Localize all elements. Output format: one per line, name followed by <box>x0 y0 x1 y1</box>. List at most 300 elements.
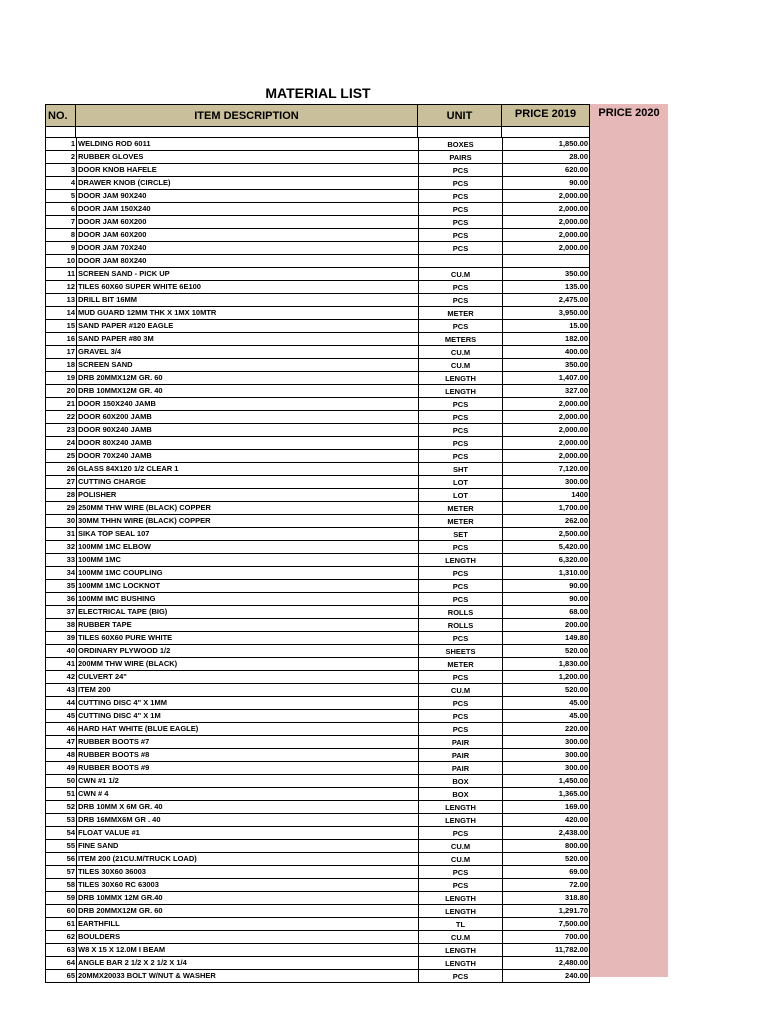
table-row <box>45 762 590 775</box>
item-unit: PCS <box>418 632 502 644</box>
item-unit: LENGTH <box>418 944 502 956</box>
table-row <box>45 957 590 970</box>
item-number: 48 <box>66 750 75 759</box>
table-row <box>45 463 590 476</box>
item-number: 65 <box>66 971 75 980</box>
item-number: 55 <box>66 841 75 850</box>
item-description: DRAWER KNOB (CIRCLE) <box>76 177 418 189</box>
item-number: 60 <box>66 906 75 915</box>
item-description: DOOR 70X240 JAMB <box>76 450 418 462</box>
item-description: 100MM 1MC LOCKNOT <box>76 580 418 592</box>
item-price-2019: 800.00 <box>502 840 590 852</box>
item-unit: SHEETS <box>418 645 502 657</box>
item-unit: PCS <box>418 710 502 722</box>
item-price-2019: 11,782.00 <box>502 944 590 956</box>
table-row <box>45 437 590 450</box>
item-description: CUTTING DISC 4" X 1MM <box>76 697 418 709</box>
item-unit: PCS <box>418 320 502 332</box>
blank-row <box>45 127 590 138</box>
item-number: 4 <box>70 178 75 187</box>
item-price-2019: 2,500.00 <box>502 528 590 540</box>
table-row <box>45 684 590 697</box>
item-number: 52 <box>66 802 75 811</box>
item-number: 30 <box>66 516 75 525</box>
header-no: NO. <box>45 104 76 127</box>
table-row <box>45 307 590 320</box>
item-price-2019: 1,200.00 <box>502 671 590 683</box>
item-price-2019: 520.00 <box>502 684 590 696</box>
item-price-2019: 420.00 <box>502 814 590 826</box>
item-price-2019: 2,000.00 <box>502 242 590 254</box>
table-row <box>45 775 590 788</box>
table-row <box>45 502 590 515</box>
table-row <box>45 476 590 489</box>
item-number: 63 <box>66 945 75 954</box>
item-price-2019: 1,291.70 <box>502 905 590 917</box>
item-unit: PAIR <box>418 749 502 761</box>
item-price-2019: 1,700.00 <box>502 502 590 514</box>
item-unit: LENGTH <box>418 385 502 397</box>
table-row <box>45 944 590 957</box>
table-row <box>45 385 590 398</box>
item-unit: PCS <box>418 203 502 215</box>
item-unit: LENGTH <box>418 957 502 969</box>
item-number: 64 <box>66 958 75 967</box>
table-header <box>45 104 668 127</box>
table-row <box>45 879 590 892</box>
item-number: 10 <box>66 256 75 265</box>
item-number: 56 <box>66 854 75 863</box>
item-unit: PCS <box>418 879 502 891</box>
material-table <box>45 104 668 981</box>
table-row <box>45 827 590 840</box>
item-number: 43 <box>66 685 75 694</box>
item-price-2019: 300.00 <box>502 476 590 488</box>
item-unit: PCS <box>418 567 502 579</box>
item-description: 250MM THW WIRE (BLACK) COPPER <box>76 502 418 514</box>
item-price-2019: 350.00 <box>502 359 590 371</box>
table-row <box>45 346 590 359</box>
item-unit: PCS <box>418 437 502 449</box>
item-unit: PCS <box>418 216 502 228</box>
table-row <box>45 515 590 528</box>
item-description: DRB 16MMX6M GR . 40 <box>76 814 418 826</box>
item-description: TILES 60X60 PURE WHITE <box>76 632 418 644</box>
item-number: 44 <box>66 698 75 707</box>
item-description: RUBBER TAPE <box>76 619 418 631</box>
item-description: DOOR 150X240 JAMB <box>76 398 418 410</box>
item-price-2019: 5,420.00 <box>502 541 590 553</box>
item-price-2019: 15.00 <box>502 320 590 332</box>
table-row <box>45 632 590 645</box>
item-description: DOOR 60X200 JAMB <box>76 411 418 423</box>
page-title: MATERIAL LIST <box>265 85 371 101</box>
item-description: POLISHER <box>76 489 418 501</box>
item-description: W8 X 15 X 12.0M I BEAM <box>76 944 418 956</box>
item-description: ELECTRICAL TAPE (BIG) <box>76 606 418 618</box>
item-unit: PCS <box>418 580 502 592</box>
item-number: 47 <box>66 737 75 746</box>
item-number: 61 <box>66 919 75 928</box>
table-row <box>45 723 590 736</box>
item-description: RUBBER BOOTS #9 <box>76 762 418 774</box>
item-description: FLOAT VALUE #1 <box>76 827 418 839</box>
item-unit: PCS <box>418 229 502 241</box>
table-row <box>45 814 590 827</box>
item-unit: METERS <box>418 333 502 345</box>
item-price-2019: 45.00 <box>502 697 590 709</box>
item-unit: METER <box>418 502 502 514</box>
table-row <box>45 697 590 710</box>
item-unit: LENGTH <box>418 892 502 904</box>
table-row <box>45 606 590 619</box>
item-description: DOOR JAM 60X200 <box>76 216 418 228</box>
item-price-2019: 327.00 <box>502 385 590 397</box>
item-number: 2 <box>70 152 75 161</box>
item-price-2019: 2,480.00 <box>502 957 590 969</box>
item-number: 9 <box>70 243 75 252</box>
table-row <box>45 450 590 463</box>
item-price-2019: 1,310.00 <box>502 567 590 579</box>
header-price-2019: PRICE 2019 <box>501 104 590 127</box>
item-unit: PCS <box>418 164 502 176</box>
item-unit: ROLLS <box>418 606 502 618</box>
item-price-2019: 300.00 <box>502 736 590 748</box>
item-description: 100MM 1MC <box>76 554 418 566</box>
price-2020-column <box>590 127 668 977</box>
table-row <box>45 229 590 242</box>
item-price-2019: 28.00 <box>502 151 590 163</box>
item-price-2019: 2,000.00 <box>502 203 590 215</box>
item-price-2019: 169.00 <box>502 801 590 813</box>
item-number: 49 <box>66 763 75 772</box>
item-price-2019: 1400 <box>502 489 590 501</box>
item-description: 30MM THHN WIRE (BLACK) COPPER <box>76 515 418 527</box>
item-unit: LENGTH <box>418 905 502 917</box>
item-number: 24 <box>66 438 75 447</box>
item-unit: PAIRS <box>418 151 502 163</box>
item-number: 3 <box>70 165 75 174</box>
item-description: TILES 30X60 36003 <box>76 866 418 878</box>
item-price-2019: 1,450.00 <box>502 775 590 787</box>
item-price-2019: 1,407.00 <box>502 372 590 384</box>
item-price-2019: 90.00 <box>502 177 590 189</box>
item-unit: CU.M <box>418 931 502 943</box>
item-number: 13 <box>66 295 75 304</box>
item-price-2019: 2,000.00 <box>502 190 590 202</box>
item-unit: LENGTH <box>418 801 502 813</box>
table-row <box>45 645 590 658</box>
item-description: WELDING ROD 6011 <box>76 138 418 150</box>
item-unit: PCS <box>418 970 502 982</box>
item-description: ANGLE BAR 2 1/2 X 2 1/2 X 1/4 <box>76 957 418 969</box>
item-unit: PCS <box>418 827 502 839</box>
item-price-2019: 2,475.00 <box>502 294 590 306</box>
table-row <box>45 554 590 567</box>
item-number: 12 <box>66 282 75 291</box>
item-number: 18 <box>66 360 75 369</box>
item-description: ITEM 200 (21CU.M/TRUCK LOAD) <box>76 853 418 865</box>
table-row <box>45 359 590 372</box>
item-number: 40 <box>66 646 75 655</box>
table-row <box>45 268 590 281</box>
item-number: 8 <box>70 230 75 239</box>
item-description: DOOR 80X240 JAMB <box>76 437 418 449</box>
table-body <box>45 127 590 983</box>
item-number: 50 <box>66 776 75 785</box>
item-price-2019: 149.80 <box>502 632 590 644</box>
item-description: CWN # 4 <box>76 788 418 800</box>
item-number: 5 <box>70 191 75 200</box>
item-number: 19 <box>66 373 75 382</box>
item-description: DRILL BIT 16MM <box>76 294 418 306</box>
table-row <box>45 892 590 905</box>
item-price-2019: 1,850.00 <box>502 138 590 150</box>
item-number: 20 <box>66 386 75 395</box>
table-row <box>45 203 590 216</box>
item-price-2019: 6,320.00 <box>502 554 590 566</box>
item-price-2019: 620.00 <box>502 164 590 176</box>
item-description: CUTTING DISC 4" X 1M <box>76 710 418 722</box>
item-description: ITEM 200 <box>76 684 418 696</box>
item-description: RUBBER BOOTS #7 <box>76 736 418 748</box>
item-description: DRB 10MMX 12M GR.40 <box>76 892 418 904</box>
item-price-2019: 7,500.00 <box>502 918 590 930</box>
item-number: 29 <box>66 503 75 512</box>
item-price-2019: 2,000.00 <box>502 424 590 436</box>
item-number: 59 <box>66 893 75 902</box>
item-number: 38 <box>66 620 75 629</box>
item-description: DOOR JAM 70X240 <box>76 242 418 254</box>
item-number: 58 <box>66 880 75 889</box>
item-description: SAND PAPER #120 EAGLE <box>76 320 418 332</box>
item-unit: SHT <box>418 463 502 475</box>
table-row <box>45 736 590 749</box>
table-row <box>45 398 590 411</box>
item-price-2019: 318.80 <box>502 892 590 904</box>
item-description: DRB 20MMX12M GR. 60 <box>76 372 418 384</box>
item-unit: PAIR <box>418 736 502 748</box>
item-description: DOOR JAM 60X200 <box>76 229 418 241</box>
item-number: 46 <box>66 724 75 733</box>
item-description: TILES 60X60 SUPER WHITE 6E100 <box>76 281 418 293</box>
item-unit: PCS <box>418 723 502 735</box>
item-number: 35 <box>66 581 75 590</box>
item-number: 37 <box>66 607 75 616</box>
item-price-2019: 72.00 <box>502 879 590 891</box>
item-unit: PCS <box>418 424 502 436</box>
item-number: 62 <box>66 932 75 941</box>
item-unit: PCS <box>418 281 502 293</box>
item-price-2019: 182.00 <box>502 333 590 345</box>
item-number: 17 <box>66 347 75 356</box>
item-price-2019: 2,000.00 <box>502 411 590 423</box>
item-description: SCREEN SAND - PICK UP <box>76 268 418 280</box>
item-price-2019: 240.00 <box>502 970 590 982</box>
item-price-2019: 350.00 <box>502 268 590 280</box>
item-description: DRB 20MMX12M GR. 60 <box>76 905 418 917</box>
item-description: SIKA TOP SEAL 107 <box>76 528 418 540</box>
item-unit: PCS <box>418 697 502 709</box>
table-row <box>45 372 590 385</box>
item-price-2019: 2,000.00 <box>502 398 590 410</box>
table-row <box>45 151 590 164</box>
item-number: 33 <box>66 555 75 564</box>
table-row <box>45 294 590 307</box>
item-description: 100MM 1MC COUPLING <box>76 567 418 579</box>
table-row <box>45 138 590 151</box>
item-number: 1 <box>70 139 75 148</box>
item-price-2019: 400.00 <box>502 346 590 358</box>
item-description: EARTHFILL <box>76 918 418 930</box>
item-number: 36 <box>66 594 75 603</box>
item-description: FINE SAND <box>76 840 418 852</box>
item-description: SAND PAPER #80 3M <box>76 333 418 345</box>
item-number: 39 <box>66 633 75 642</box>
table-row <box>45 242 590 255</box>
item-number: 26 <box>66 464 75 473</box>
item-unit: PCS <box>418 450 502 462</box>
item-description: CWN #1 1/2 <box>76 775 418 787</box>
item-unit: PCS <box>418 671 502 683</box>
item-description: SCREEN SAND <box>76 359 418 371</box>
item-unit: BOX <box>418 788 502 800</box>
item-description: MUD GUARD 12MM THK X 1MX 10MTR <box>76 307 418 319</box>
item-number: 21 <box>66 399 75 408</box>
item-unit: CU.M <box>418 359 502 371</box>
item-unit: PAIR <box>418 762 502 774</box>
item-price-2019: 7,120.00 <box>502 463 590 475</box>
item-unit: CU.M <box>418 684 502 696</box>
item-description: RUBBER BOOTS #8 <box>76 749 418 761</box>
item-price-2019: 300.00 <box>502 762 590 774</box>
item-number: 54 <box>66 828 75 837</box>
table-row <box>45 970 590 983</box>
item-price-2019: 2,000.00 <box>502 229 590 241</box>
item-number: 51 <box>66 789 75 798</box>
table-row <box>45 840 590 853</box>
item-unit: METER <box>418 658 502 670</box>
header-description: ITEM DESCRIPTION <box>75 104 418 127</box>
item-price-2019: 520.00 <box>502 645 590 657</box>
table-row <box>45 489 590 502</box>
item-number: 45 <box>66 711 75 720</box>
table-row <box>45 918 590 931</box>
item-description: RUBBER GLOVES <box>76 151 418 163</box>
item-unit: PCS <box>418 242 502 254</box>
table-row <box>45 580 590 593</box>
table-row <box>45 164 590 177</box>
item-number: 34 <box>66 568 75 577</box>
item-number: 23 <box>66 425 75 434</box>
table-row <box>45 528 590 541</box>
item-description: TILES 30X60 RC 63003 <box>76 879 418 891</box>
item-price-2019: 200.00 <box>502 619 590 631</box>
item-price-2019 <box>502 255 590 267</box>
item-number: 27 <box>66 477 75 486</box>
item-unit: BOX <box>418 775 502 787</box>
table-row <box>45 320 590 333</box>
item-description: DRB 10MM X 6M GR. 40 <box>76 801 418 813</box>
table-row <box>45 853 590 866</box>
table-row <box>45 216 590 229</box>
item-description: DOOR KNOB HAFELE <box>76 164 418 176</box>
item-price-2019: 69.00 <box>502 866 590 878</box>
item-price-2019: 520.00 <box>502 853 590 865</box>
table-row <box>45 411 590 424</box>
table-row <box>45 281 590 294</box>
table-row <box>45 788 590 801</box>
item-price-2019: 300.00 <box>502 749 590 761</box>
item-unit: TL <box>418 918 502 930</box>
table-row <box>45 905 590 918</box>
item-number: 6 <box>70 204 75 213</box>
item-unit: PCS <box>418 294 502 306</box>
table-row <box>45 333 590 346</box>
item-unit: LENGTH <box>418 372 502 384</box>
item-unit: METER <box>418 515 502 527</box>
item-description: HARD HAT WHITE (BLUE EAGLE) <box>76 723 418 735</box>
item-price-2019: 2,000.00 <box>502 437 590 449</box>
item-unit: PCS <box>418 411 502 423</box>
item-number: 42 <box>66 672 75 681</box>
table-row <box>45 424 590 437</box>
table-row <box>45 866 590 879</box>
item-number: 25 <box>66 451 75 460</box>
item-unit: PCS <box>418 190 502 202</box>
item-unit: LOT <box>418 476 502 488</box>
item-unit: SET <box>418 528 502 540</box>
item-unit: CU.M <box>418 853 502 865</box>
item-price-2019: 2,000.00 <box>502 450 590 462</box>
item-price-2019: 68.00 <box>502 606 590 618</box>
item-description: GLASS 84X120 1/2 CLEAR 1 <box>76 463 418 475</box>
item-number: 57 <box>66 867 75 876</box>
item-number: 22 <box>66 412 75 421</box>
item-unit: CU.M <box>418 840 502 852</box>
item-price-2019: 262.00 <box>502 515 590 527</box>
item-unit: LENGTH <box>418 814 502 826</box>
item-number: 7 <box>70 217 75 226</box>
item-number: 14 <box>66 308 75 317</box>
item-description: CULVERT 24" <box>76 671 418 683</box>
table-row <box>45 541 590 554</box>
item-number: 31 <box>66 529 75 538</box>
item-price-2019: 1,830.00 <box>502 658 590 670</box>
item-price-2019: 2,438.00 <box>502 827 590 839</box>
table-row <box>45 619 590 632</box>
item-price-2019: 45.00 <box>502 710 590 722</box>
item-unit <box>418 255 502 267</box>
item-number: 11 <box>67 269 75 278</box>
item-number: 53 <box>66 815 75 824</box>
header-price-2020: PRICE 2020 <box>590 104 668 127</box>
item-description: BOULDERS <box>76 931 418 943</box>
item-unit: CU.M <box>418 268 502 280</box>
item-price-2019: 3,950.00 <box>502 307 590 319</box>
item-unit: METER <box>418 307 502 319</box>
item-price-2019: 2,000.00 <box>502 216 590 228</box>
item-unit: BOXES <box>418 138 502 150</box>
item-description: 20MMX20033 BOLT W/NUT & WASHER <box>76 970 418 982</box>
table-row <box>45 671 590 684</box>
item-number: 28 <box>66 490 75 499</box>
table-row <box>45 931 590 944</box>
item-price-2019: 90.00 <box>502 593 590 605</box>
item-description: GRAVEL 3/4 <box>76 346 418 358</box>
item-description: ORDINARY PLYWOOD 1/2 <box>76 645 418 657</box>
table-row <box>45 710 590 723</box>
